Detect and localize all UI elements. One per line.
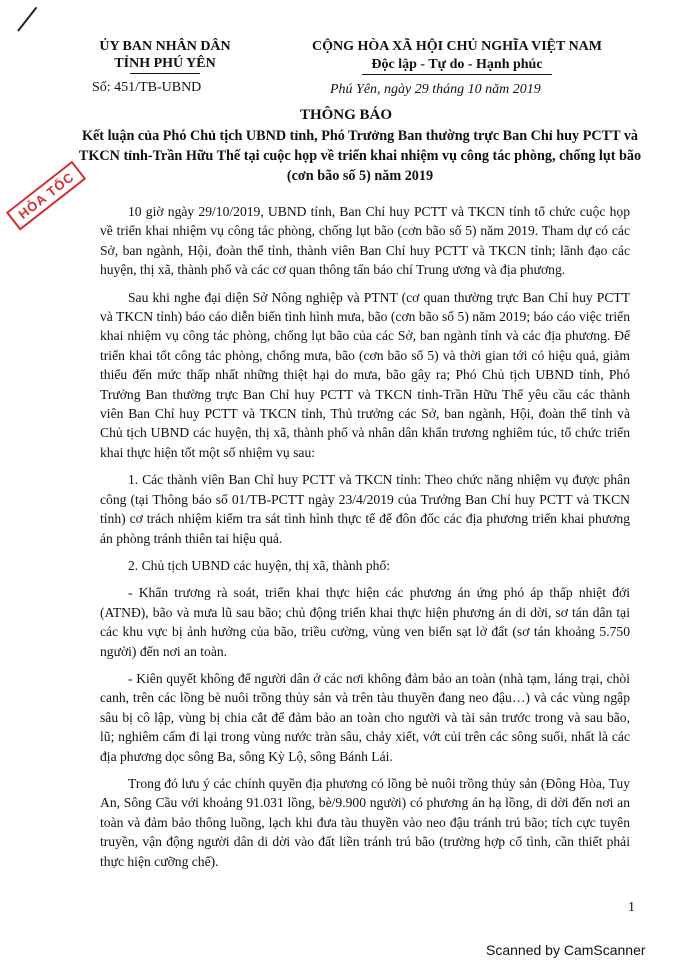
page-number: 1 <box>628 900 635 915</box>
agency-header <box>70 38 260 74</box>
document-subtitle: Kết luận của Phó Chủ tịch UBND tỉnh, Phó Trưởng Ban thường trực Ban Chỉ huy PCTT và TKCN tỉnh-Trần Hữu Thế tại cuộc họp về triển khai nhiệm vụ công tác phòng, chống lụt bão (cơn bão số 5) năm 2019 <box>78 128 642 184</box>
motto-underline <box>362 74 552 75</box>
agency-line-1: ỦY BAN NHÂN DÂN <box>99 39 231 54</box>
agency-underline <box>130 73 200 74</box>
document-title: THÔNG BÁO <box>299 107 393 123</box>
scanner-watermark: Scanned by CamScanner <box>486 942 646 958</box>
date-line: Phú Yên, ngày 29 tháng 10 năm 2019 <box>330 82 541 97</box>
national-header <box>262 38 652 75</box>
paragraph: - Kiên quyết không để người dân ở các nơi không đảm bảo an toàn (nhà tạm, láng trại, chòi canh, trên các lồng bè nuôi trồng thủy sản và trên tàu thuyền đang neo đậu…) và các vùng ngập sâu bị cô lập, vùng bị chia cắt để đảm bảo an toàn cho người và tài sản trước trong và sau bão, lũ; nghiêm cấm đi lại trong vùng nước tràn sâu, chảy xiết, vớt củi trên các sông suối, nhất là các địa phương dọc sông Ba, sông Kỳ Lộ, sông Bánh Lái. <box>100 670 630 764</box>
paragraph: 2. Chủ tịch UBND các huyện, thị xã, thành phố: <box>128 557 391 573</box>
nation-line-1: CỘNG HÒA XÃ HỘI CHỦ NGHĨA VIỆT NAM <box>311 39 602 54</box>
pen-mark <box>17 7 37 32</box>
agency-line-2: TỈNH PHÚ YÊN <box>114 56 216 71</box>
paragraph: Sau khi nghe đại diện Sở Nông nghiệp và PTNT (cơ quan thường trực Ban Chỉ huy PCTT và TKCN tỉnh) báo cáo diễn biến tình hình mưa, bão (cơn bão số 5) năm 2019; báo cáo việc triển khai nhiệm vụ công tác phòng, chống lụt bão của các Sở, ban ngành tỉnh và các địa phương. Để triển khai tốt công tác phòng, chống mưa, bão (cơn bão số 5) và thời gian tới có hiệu quả, giảm thiểu đến mức thấp nhất những thiệt hại do mưa, bão gây ra; Phó Chủ tịch UBND tỉnh, Phó Trưởng Ban thường trực Ban Chỉ huy PCTT và TKCN tỉnh-Trần Hữu Thế yêu cầu các thành viên Ban Chỉ huy PCTT và TKCN tỉnh, Thủ trưởng các Sở, ban ngành, Hội, đoàn thể tỉnh và Chủ tịch UBND các huyện, thị xã, thành phố và nhân dân khẩn trương nghiêm túc, tổ chức triển khai thực hiện tốt một số nhiệm vụ sau: <box>100 289 630 460</box>
document-number: Số: 451/TB-UBND <box>92 80 202 95</box>
paragraph: 1. Các thành viên Ban Chỉ huy PCTT và TKCN tỉnh: Theo chức năng nhiệm vụ được phân công (tại Thông báo số 01/TB-PCTT ngày 23/4/2019 của Trưởng Ban Chỉ huy PCTT và TKCN tỉnh) cơ trách nhiệm kiểm tra sát tình hình thực tế để đôn đốc các địa phương triển khai phương án phòng tránh thiên tai hiệu quả. <box>100 472 630 546</box>
paragraph: Trong đó lưu ý các chính quyền địa phương có lồng bè nuôi trồng thủy sản (Đông Hòa, Tuy An, Sông Cầu với khoảng 91.031 lồng, bè/9.900 người) có phương án hạ lồng, di dời đến nơi an toàn và đảm bảo thông luồng, lạch khi đưa tàu thuyền vào neo đậu tránh trú bão; tích cực tuyên truyền, vận động người dân di dời vào đất liền tránh trú bão (trường hợp cố tình, cần thiết phải thực hiện cưỡng chế). <box>100 775 630 869</box>
paragraph: 10 giờ ngày 29/10/2019, UBND tỉnh, Ban Chỉ huy PCTT và TKCN tỉnh tổ chức cuộc họp về triển khai nhiệm vụ công tác phòng, chống lụt bão (cơn bão số 5) năm 2019. Tham dự có các Sở, ban ngành, Hội, đoàn thể tỉnh, thành viên Ban Chỉ huy PCTT và TKCN tỉnh; lãnh đạo các huyện, thị xã, thành phố và các cơ quan thông tấn báo chí Trung ương và địa phương. <box>100 204 630 278</box>
document-body <box>100 202 630 879</box>
nation-line-2: Độc lập - Tự do - Hạnh phúc <box>371 57 543 72</box>
paragraph: - Khẩn trương rà soát, triển khai thực hiện các phương án ứng phó áp thấp nhiệt đới (ATNĐ), bão và mưa lũ sau bão; chủ động triển khai thực hiện phương án di dời, sơ tán dân tại các khu vực bị ảnh hưởng của bão, triều cường, vùng ven biển sạt lở đất (sơ tán khoảng 5.750 người) đến nơi an toàn. <box>100 585 630 659</box>
urgent-stamp: HỎA TỐC <box>6 160 87 230</box>
